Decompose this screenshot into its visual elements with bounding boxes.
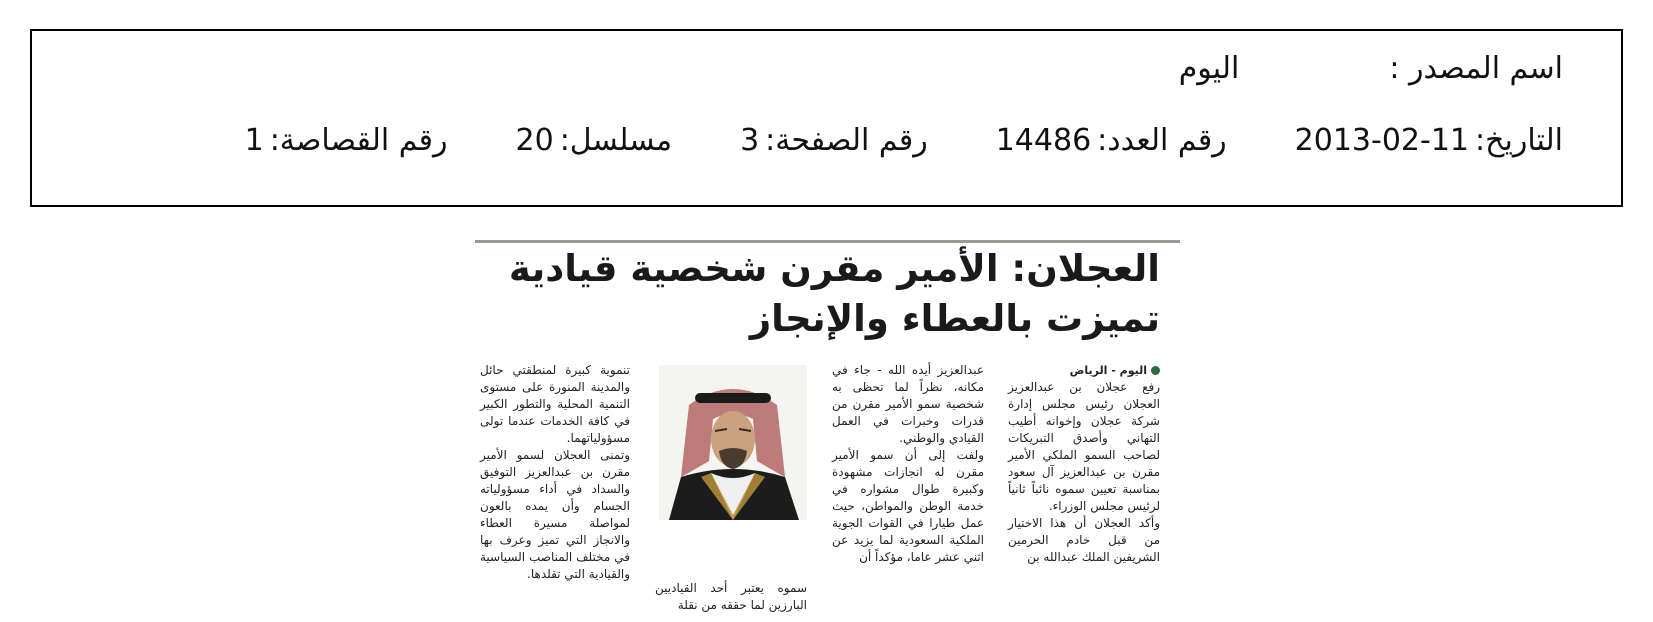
clip-value: 1 bbox=[244, 123, 264, 158]
details-row bbox=[245, 123, 1563, 158]
portrait-photo bbox=[659, 365, 807, 520]
dateline bbox=[1008, 362, 1160, 379]
metadata-box bbox=[30, 29, 1623, 207]
issue-label: رقم العدد: bbox=[1097, 123, 1227, 158]
bullet-icon bbox=[1151, 366, 1160, 375]
paragraph: ولفت إلى أن سمو الأمير مقرن له انجازات مشهودة وكبيرة طوال مشواره في خدمة الوطن والمواطن، حيث عمل طيارا في القوات الجوية الملكية السعودية لما يزيد عن اثني عشر عاما، مؤكداً أن bbox=[832, 448, 984, 564]
paragraph: وأكد العجلان أن هذا الاختيار من قبل خادم الحرمين الشريفين الملك عبدالله بن bbox=[1008, 516, 1160, 564]
issue-value: 14486 bbox=[995, 123, 1092, 158]
headline bbox=[480, 244, 1160, 344]
page-label: رقم الصفحة: bbox=[765, 123, 928, 158]
page-value: 3 bbox=[740, 123, 760, 158]
headline-line-2: تميزت بالعطاء والإنجاز bbox=[749, 297, 1160, 340]
clip-label: رقم القصاصة: bbox=[269, 123, 448, 158]
top-rule bbox=[475, 240, 1180, 243]
article-column-1 bbox=[1008, 362, 1160, 566]
newspaper-clipping bbox=[475, 240, 1180, 612]
paragraph: رفع عجلان بن عبدالعزيز العجلان رئيس مجلس إدارة شركة عجلان وإخوانه أطيب التهاني وأصدق التبريكات لصاحب السمو الملكي الأمير مقرن بن عبدالعزيز آل سعود بمناسبة تعيين سموه نائباً ثانياً لرئيس مجلس الوزراء. bbox=[1008, 380, 1160, 513]
dateline-text: اليوم - الرياض bbox=[1069, 364, 1147, 377]
paragraph: عبدالعزيز أيده الله - جاء في مكانه، نظراً لما تحظى به شخصية سمو الأمير مقرن من قدرات وخبرات في العمل القيادي والوطني. bbox=[832, 363, 984, 445]
source-row bbox=[1179, 51, 1563, 86]
date-value: 2013-02-11 bbox=[1294, 123, 1470, 158]
article-column-2 bbox=[832, 362, 984, 566]
paragraph: وتمنى العجلان لسمو الأمير مقرن بن عبدالعزيز التوفيق والسداد في أداء مسؤولياته الجسام وأن يمده بالعون لمواصلة مسيرة العطاء والانجاز التي تميز وعرف بها في مختلف المناصب السياسية والقيادية التي تقلدها. bbox=[480, 448, 630, 581]
source-value: اليوم bbox=[1178, 51, 1240, 86]
photo-caption: سموه يعتبر أحد القياديين البارزين لما حققه من نقلة bbox=[655, 581, 807, 612]
date-label: التاريخ: bbox=[1475, 123, 1563, 158]
serial-label: مسلسل: bbox=[559, 123, 673, 158]
serial-value: 20 bbox=[515, 123, 554, 158]
source-label: اسم المصدر : bbox=[1389, 51, 1563, 86]
article-column-4 bbox=[480, 362, 630, 583]
paragraph: تنموية كبيرة لمنطقتي حائل والمدينة المنورة على مستوى التنمية المحلية والتطور الكبير في كافة الخدمات عندما تولى مسؤولياتهما. bbox=[480, 363, 630, 445]
headline-line-1: العجلان: الأمير مقرن شخصية قيادية bbox=[508, 247, 1160, 290]
portrait-image bbox=[659, 365, 807, 520]
